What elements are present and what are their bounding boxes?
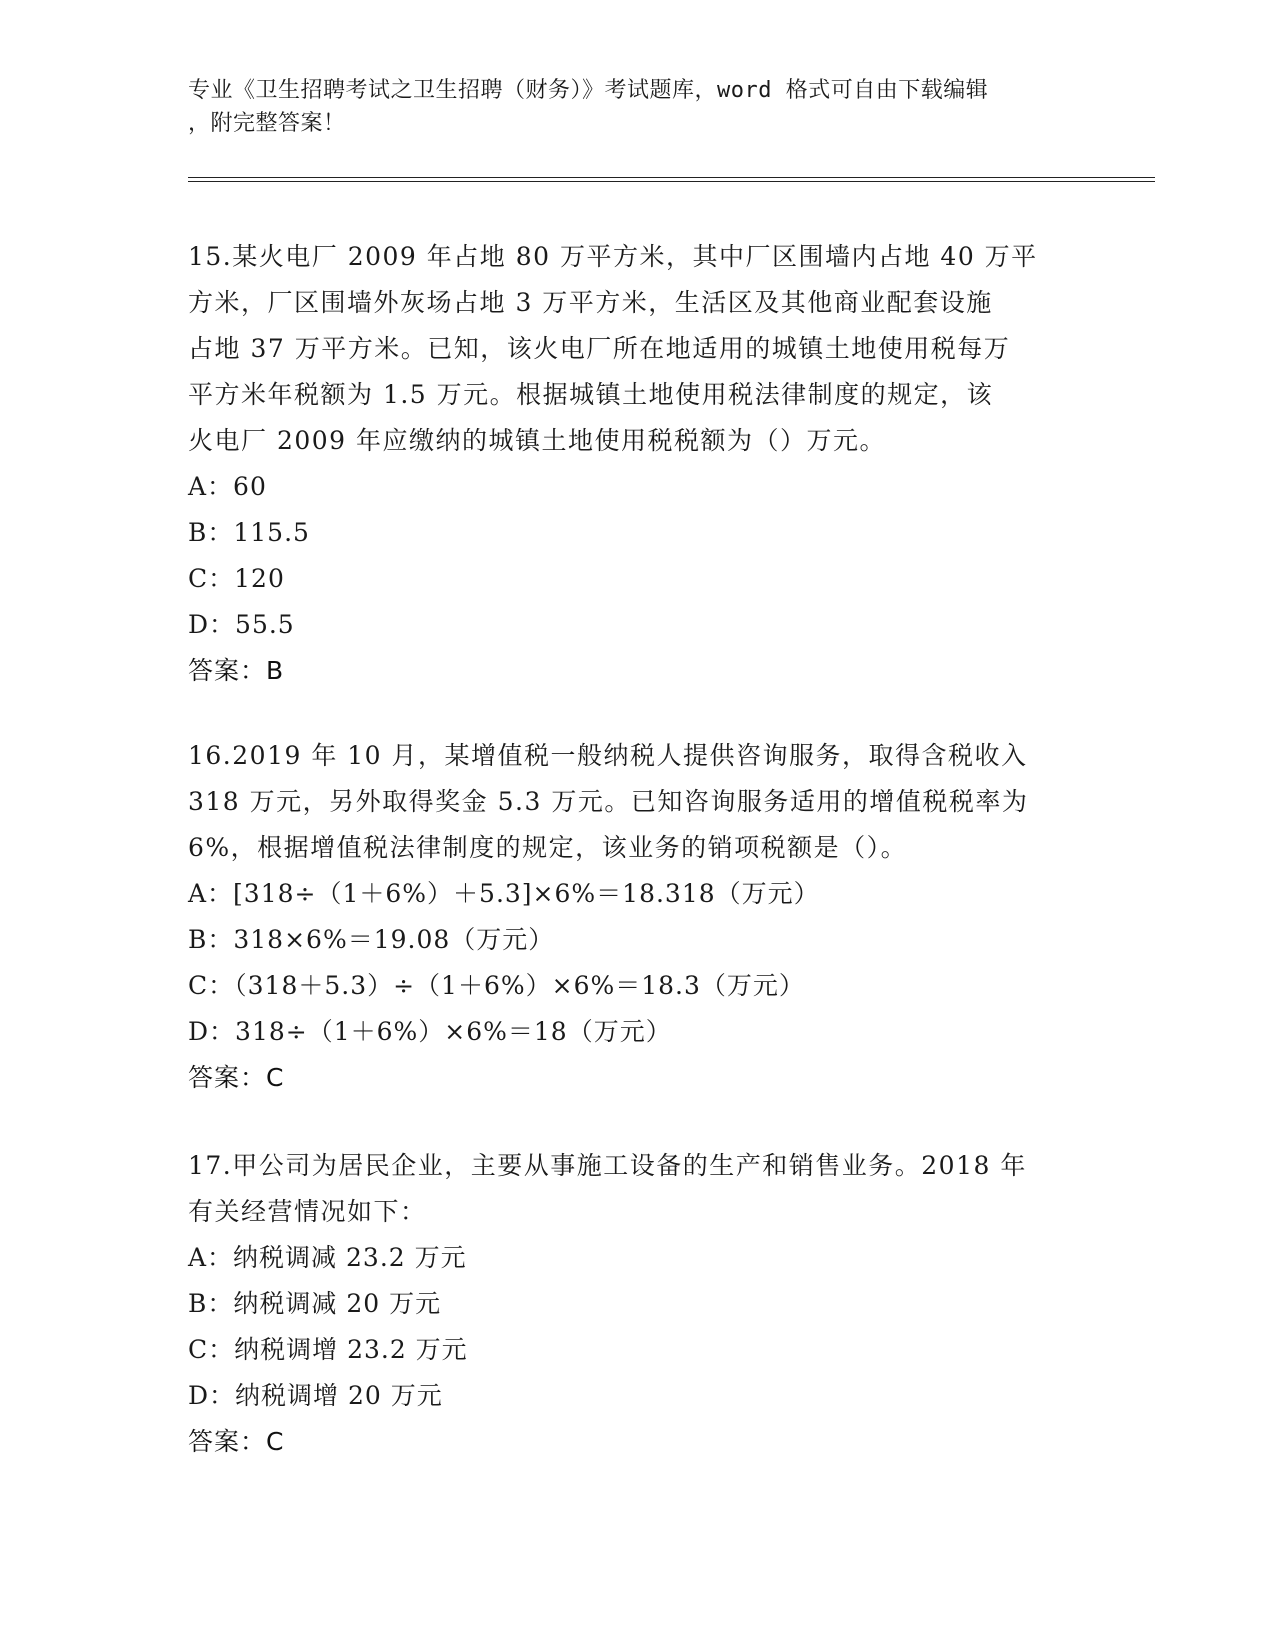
question-stem-line: 方米，厂区围墙外灰场占地 3 万平方米，生活区及其他商业配套设施: [188, 288, 993, 317]
question-stem-line: 318 万元，另外取得奖金 5.3 万元。已知咨询服务适用的增值税税率为: [188, 787, 1029, 816]
question-stem-line: 占地 37 万平方米。已知，该火电厂所在地适用的城镇土地使用税每万: [188, 334, 1011, 363]
question-stem-line: 6%，根据增值税法律制度的规定，该业务的销项税额是（）。: [188, 833, 908, 862]
option-a: A：纳税调减 23.2 万元: [188, 1243, 467, 1272]
answer-label: 答案：C: [188, 1063, 285, 1092]
question-stem-line: 16.2019 年 10 月，某增值税一般纳税人提供咨询服务，取得含税收入: [188, 741, 1028, 770]
option-b: B：115.5: [188, 518, 310, 547]
option-c: C：120: [188, 564, 285, 593]
answer-label: 答案：B: [188, 656, 285, 685]
question-stem-line: 有关经营情况如下：: [188, 1197, 427, 1226]
option-d: D：纳税调增 20 万元: [188, 1381, 443, 1410]
question-15: [188, 234, 1088, 694]
option-d: D：318÷（1＋6%）×6%＝18（万元）: [188, 1017, 672, 1046]
question-stem-line: 火电厂 2009 年应缴纳的城镇土地使用税税额为（）万元。: [188, 426, 887, 455]
question-17: [188, 1143, 1088, 1465]
option-c: C：（318＋5.3）÷（1＋6%）×6%＝18.3（万元）: [188, 971, 805, 1000]
answer-label: 答案：C: [188, 1427, 285, 1456]
option-a: A：[318÷（1＋6%）＋5.3]×6%＝18.318（万元）: [188, 879, 820, 908]
option-d: D：55.5: [188, 610, 295, 639]
option-b: B：纳税调减 20 万元: [188, 1289, 442, 1318]
header-line-1: 专业《卫生招聘考试之卫生招聘（财务）》考试题库，word 格式可自由下载编辑: [188, 78, 989, 103]
question-16: [188, 733, 1088, 1101]
question-stem-line: 平方米年税额为 1.5 万元。根据城镇土地使用税法律制度的规定，该: [188, 380, 994, 409]
document-header: [188, 74, 1088, 140]
question-stem-line: 17.甲公司为居民企业，主要从事施工设备的生产和销售业务。2018 年: [188, 1151, 1027, 1180]
question-stem-line: 15.某火电厂 2009 年占地 80 万平方米，其中厂区围墙内占地 40 万平: [188, 242, 1038, 271]
option-a: A：60: [188, 472, 267, 501]
header-line-2: ，附完整答案！: [188, 111, 346, 136]
option-b: B：318×6%＝19.08（万元）: [188, 925, 555, 954]
option-c: C：纳税调增 23.2 万元: [188, 1335, 468, 1364]
header-divider: [188, 177, 1155, 182]
